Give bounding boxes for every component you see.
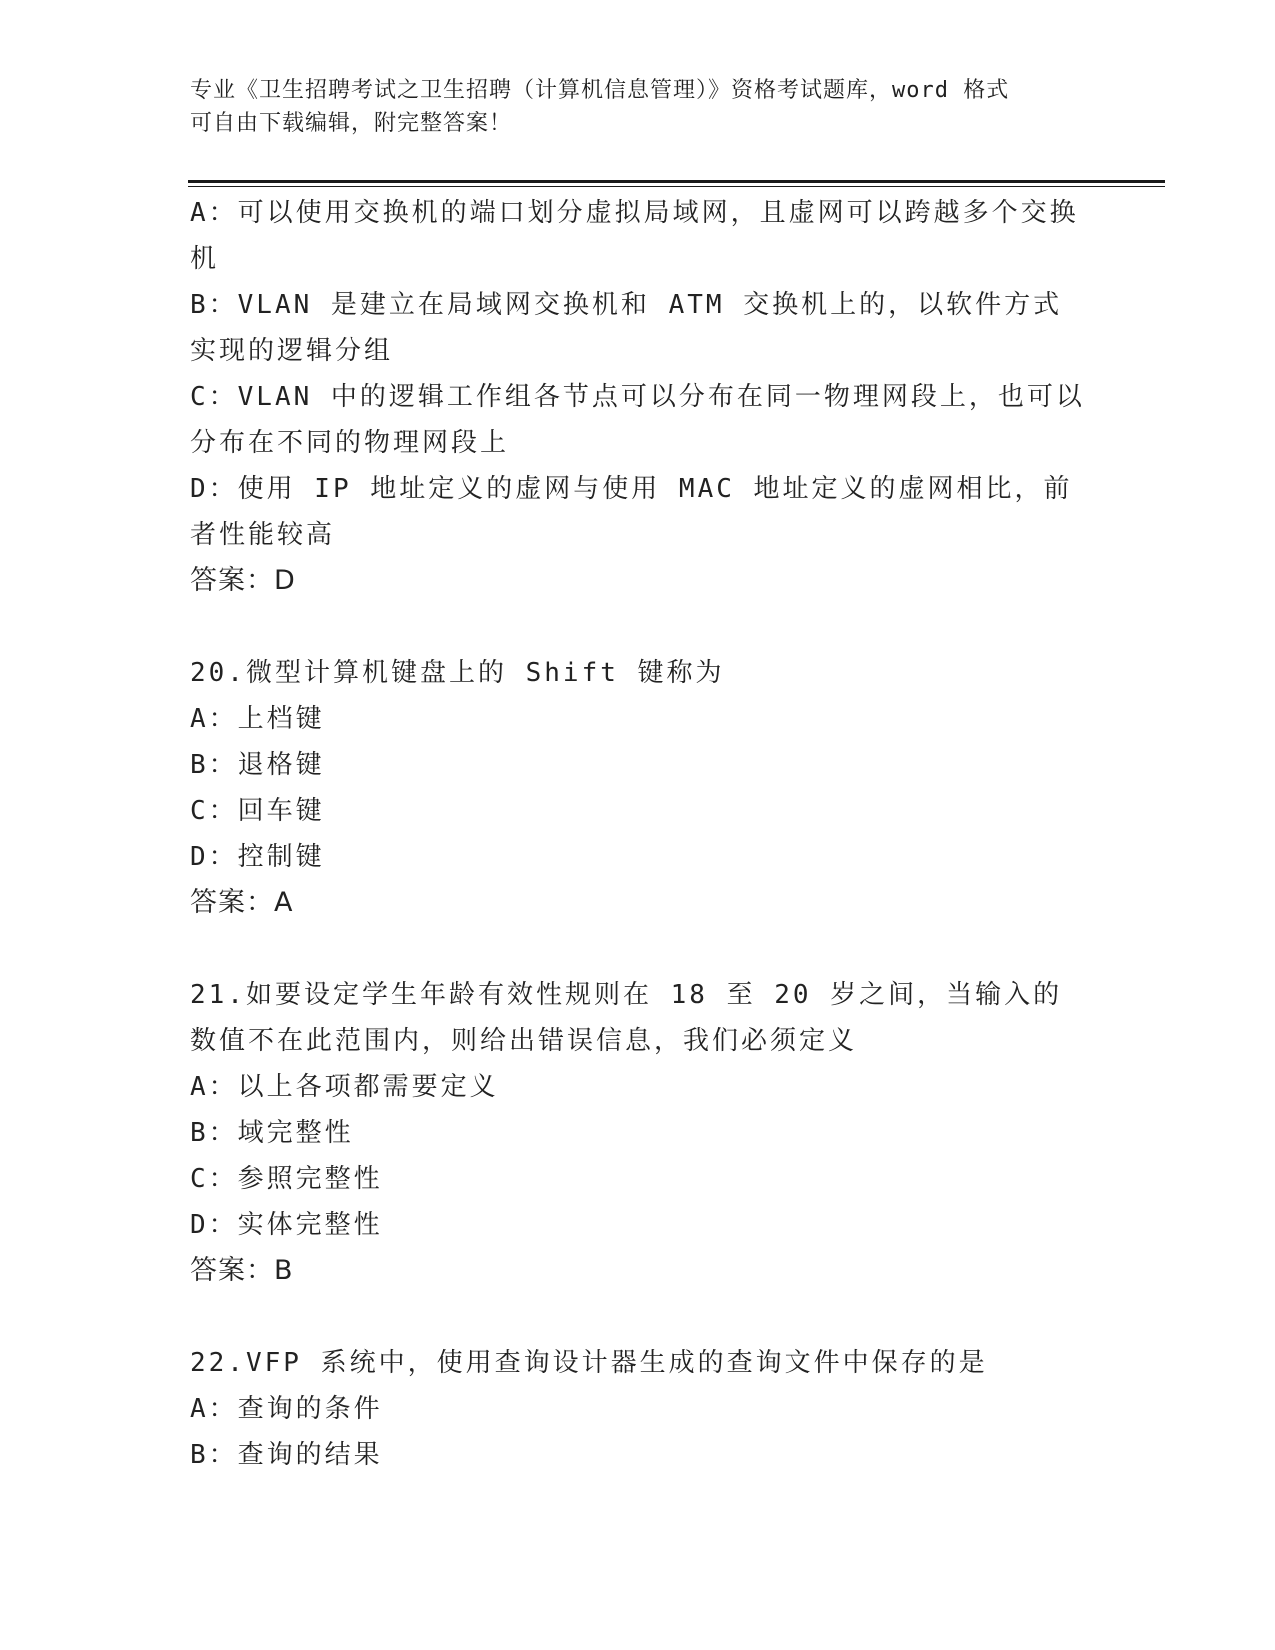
- q20-option-a: A：上档键: [190, 704, 325, 734]
- q19-option-b: B：VLAN 是建立在局域网交换机和 ATM 交换机上的，以软件方式实现的逻辑分组: [190, 290, 1063, 366]
- q21-answer: 答案：B: [190, 1255, 294, 1286]
- q21-option-d: D：实体完整性: [190, 1210, 383, 1240]
- header-divider-thick: [188, 180, 1165, 183]
- q22-option-a: A：查询的条件: [190, 1394, 383, 1424]
- q22-question: 22.VFP 系统中，使用查询设计器生成的查询文件中保存的是: [190, 1348, 988, 1378]
- question-19-block: [190, 190, 1090, 604]
- q19-option-a: A：可以使用交换机的端口划分虚拟局域网，且虚网可以跨越多个交换机: [190, 198, 1079, 274]
- header-line-1: 专业《卫生招聘考试之卫生招聘（计算机信息管理）》资格考试题库，word 格式: [190, 78, 1010, 103]
- header-divider-thin: [188, 186, 1165, 187]
- question-content: [190, 190, 1090, 1478]
- q19-answer: 答案：D: [190, 565, 296, 596]
- q22-option-b: B：查询的结果: [190, 1440, 383, 1470]
- document-header: [190, 74, 1070, 140]
- q20-answer: 答案：A: [190, 887, 294, 918]
- q20-option-c: C：回车键: [190, 796, 325, 826]
- q19-option-c: C：VLAN 中的逻辑工作组各节点可以分布在同一物理网段上，也可以分布在不同的物理网段上: [190, 382, 1085, 458]
- q19-option-d: D：使用 IP 地址定义的虚网与使用 MAC 地址定义的虚网相比，前者性能较高: [190, 474, 1073, 550]
- q20-option-d: D：控制键: [190, 842, 325, 872]
- question-22-block: [190, 1340, 1090, 1478]
- question-20-block: [190, 650, 1090, 926]
- q21-option-b: B：域完整性: [190, 1118, 354, 1148]
- question-21-block: [190, 972, 1090, 1294]
- q21-option-c: C：参照完整性: [190, 1164, 383, 1194]
- q20-question: 20.微型计算机键盘上的 Shift 键称为: [190, 658, 725, 688]
- q20-option-b: B：退格键: [190, 750, 325, 780]
- q21-question: 21.如要设定学生年龄有效性规则在 18 至 20 岁之间，当输入的数值不在此范围内，则给出错误信息，我们必须定义: [190, 980, 1063, 1056]
- header-line-2: 可自由下载编辑，附完整答案！: [190, 111, 513, 136]
- q21-option-a: A：以上各项都需要定义: [190, 1072, 499, 1102]
